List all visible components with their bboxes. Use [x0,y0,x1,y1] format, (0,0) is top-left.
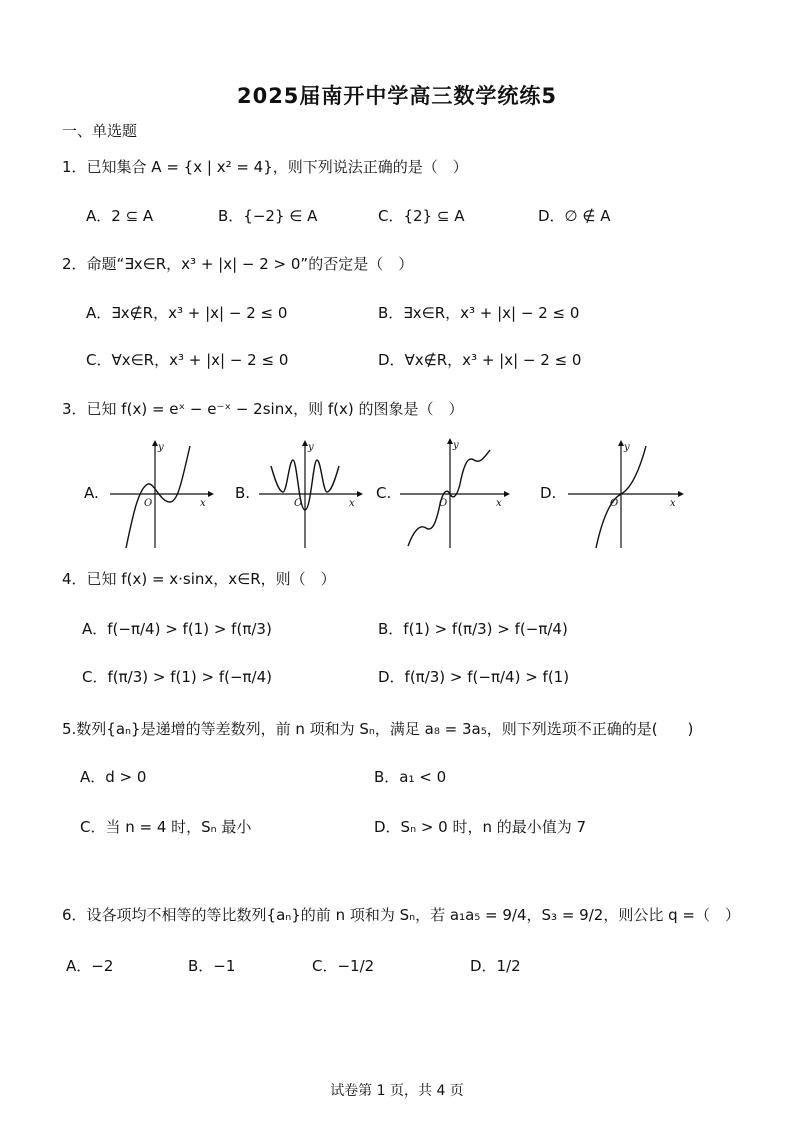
question-1-option-a: A．2 ⊆ A [86,207,154,225]
question-6-option-b: B．−1 [188,957,236,975]
question-2-stem: 2．命题“∃x∈R，x³ + |x| − 2 > 0”的否定是（ ） [62,255,414,273]
graph-b-x-label: x [349,498,355,509]
graph-a-origin-label: O [144,498,153,509]
question-6-option-d: D．1/2 [470,957,521,975]
graph-c-origin-label: O [439,498,448,509]
question-3-option-d-label: D. [540,484,557,502]
page-title: 2025届南开中学高三数学统练5 [236,84,558,108]
section-heading: 一、单选题 [62,122,138,140]
question-1-option-d: D．∅ ∉ A [538,207,611,225]
question-4-option-d: D．f(π/3) > f(−π/4) > f(1) [378,668,570,686]
question-4-option-b: B．f(1) > f(π/3) > f(−π/4) [378,620,568,638]
graph-c-y-label: y [453,440,459,451]
graph-c-x-label: x [496,498,502,509]
question-5-option-a: A．d > 0 [80,768,147,786]
question-3-option-a-label: A. [84,484,99,502]
graph-d-y-label: y [624,442,630,453]
question-3-graph-a [108,440,213,550]
question-3-option-b-label: B. [235,484,251,502]
question-2-option-d: D．∀x∉R，x³ + |x| − 2 ≤ 0 [378,351,582,369]
question-1-stem: 1．已知集合 A = {x | x² = 4}，则下列说法正确的是（ ） [62,158,468,176]
question-5-option-b: B．a₁ < 0 [374,768,447,786]
question-4-stem: 4．已知 f(x) = x·sinx，x∈R，则（ ） [62,570,336,588]
question-3-option-c-label: C. [376,484,392,502]
question-5-option-c: C．当 n = 4 时，Sₙ 最小 [80,818,252,836]
graph-a-x-label: x [200,498,206,509]
graph-a-y-label: y [158,442,164,453]
question-2-option-c: C．∀x∈R，x³ + |x| − 2 ≤ 0 [86,351,289,369]
question-6-stem: 6．设各项均不相等的等比数列{aₙ}的前 n 项和为 Sₙ，若 a₁a₅ = 9/4，S₃ = 9/2，则公比 q =（ ） [62,906,740,924]
question-2-option-a: A．∃x∉R，x³ + |x| − 2 ≤ 0 [86,304,288,322]
question-6-option-a: A．−2 [66,957,114,975]
graph-b-origin-label: O [294,498,303,509]
question-6-option-c: C．−1/2 [312,957,375,975]
question-2-option-b: B．∃x∈R，x³ + |x| − 2 ≤ 0 [378,304,580,322]
question-3-graph-b [257,440,362,550]
question-3-stem: 3．已知 f(x) = eˣ − e⁻ˣ − 2sinx，则 f(x) 的图象是（ ） [62,400,464,418]
graph-d-origin-label: O [610,498,619,509]
question-1-option-b: B．{−2} ∈ A [218,207,318,225]
question-5-stem: 5.数列{aₙ}是递增的等差数列，前 n 项和为 Sₙ，满足 a₈ = 3a₅，则下列选项不正确的是( ) [62,720,694,738]
question-3-graph-d [566,440,686,550]
question-4-option-c: C．f(π/3) > f(1) > f(−π/4) [82,668,273,686]
question-3-graph-c [398,438,510,550]
question-1-option-c: C．{2} ⊆ A [378,207,465,225]
page-footer: 试卷第 1 页，共 4 页 [330,1083,464,1099]
question-4-option-a: A．f(−π/4) > f(1) > f(π/3) [82,620,272,638]
graph-d-x-label: x [670,498,676,509]
question-5-option-d: D．Sₙ > 0 时，n 的最小值为 7 [374,818,587,836]
graph-b-y-label: y [308,442,314,453]
